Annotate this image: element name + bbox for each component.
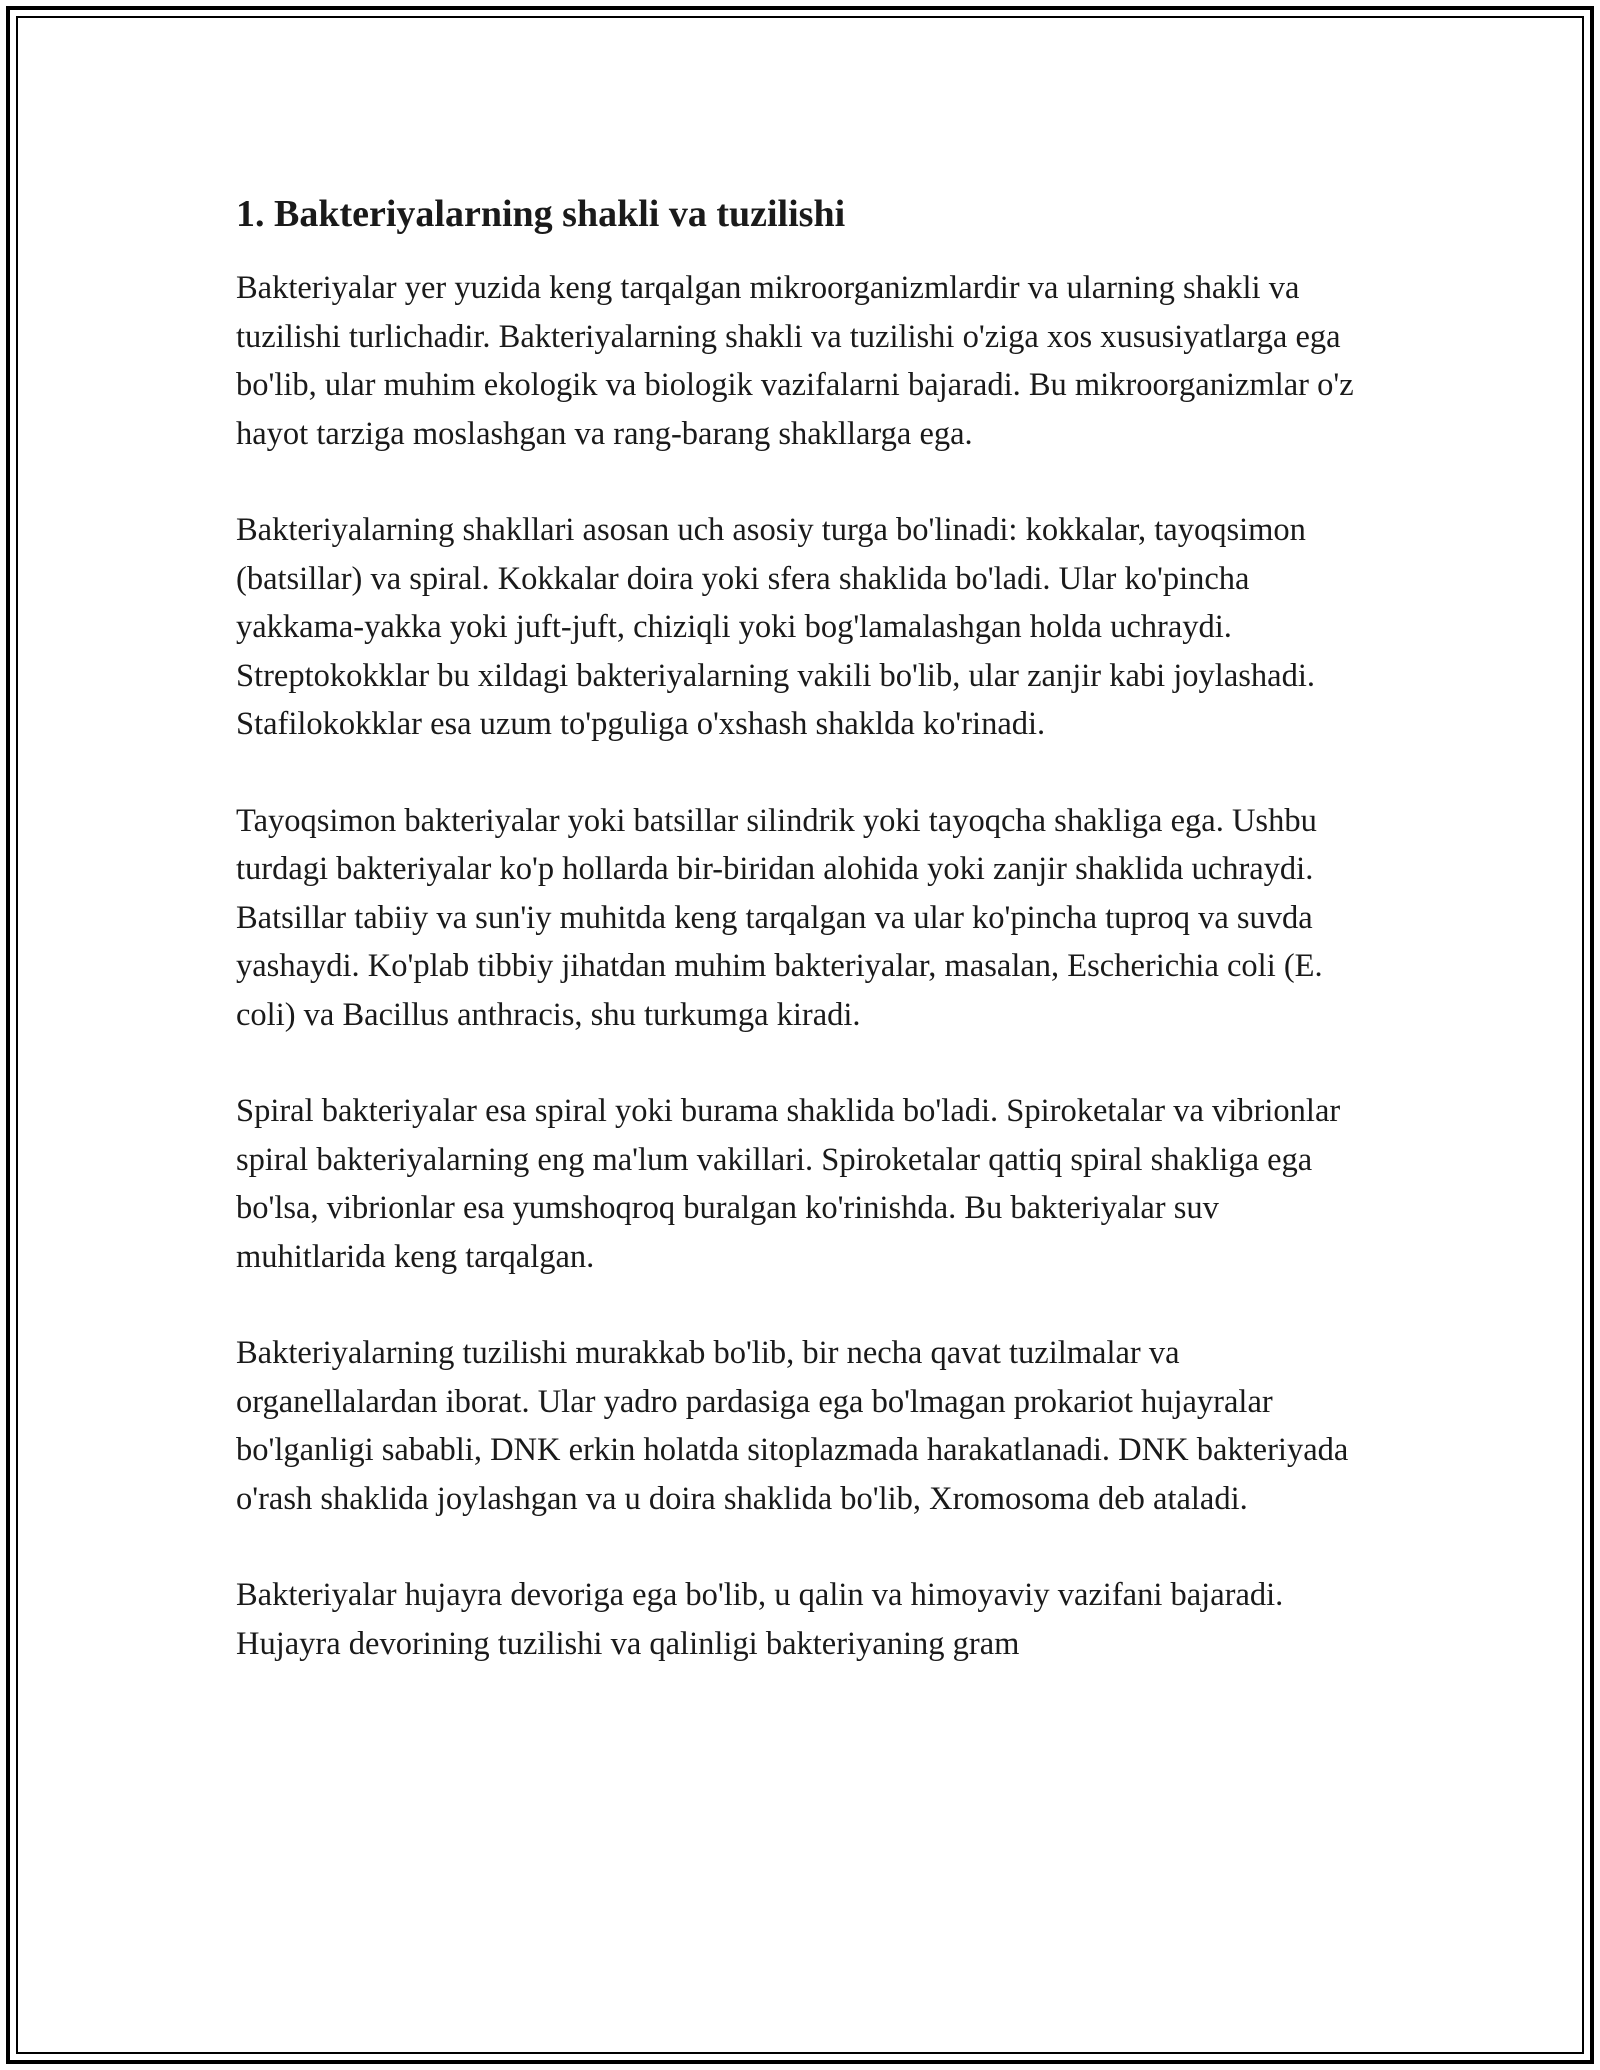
paragraph-intro: Bakteriyalar yer yuzida keng tarqalgan mikroorganizmlardir va ularning shakli va tuzilishi turlichadir. Bakteriyalarning shakli va tuzilishi o'ziga xos xususiyatlarga ega bo'lib, ular muhim ekologik va biologik vazifalarni bajaradi. Bu mikroorganizmlar o'z hayot tarziga moslashgan va rang-barang shakllarga ega. bbox=[236, 270, 1354, 452]
section-heading: 1. Bakteriyalarning shakli va tuzilishi bbox=[236, 193, 846, 235]
document-content bbox=[236, 188, 1376, 1716]
paragraph-shapes: Bakteriyalarning shakllari asosan uch asosiy turga bo'linadi: kokkalar, tayoqsimon (batsillar) va spiral. Kokkalar doira yoki sfera shaklida bo'ladi. Ular ko'pincha yakkama-yakka yoki juft-juft, chiziqli yoki bog'lamalashgan holda uchraydi. Streptokokklar bu xildagi bakteriyalarning vakili bo'lib, ular zanjir kabi joylashadi. Stafilokokklar esa uzum to'pguliga o'xshash shaklda ko'rinadi. bbox=[236, 512, 1315, 742]
paragraph-bacilli: Tayoqsimon bakteriyalar yoki batsillar silindrik yoki tayoqcha shakliga ega. Ushbu turdagi bakteriyalar ko'p hollarda bir-biridan alohida yoki zanjir shaklida uchraydi. Batsillar tabiiy va sun'iy muhitda keng tarqalgan va ular ko'pincha tuproq va suvda yashaydi. Ko'plab tibbiy jihatdan muhim bakteriyalar, masalan, Escherichia coli (E. coli) va Bacillus anthracis, shu turkumga kiradi. bbox=[236, 802, 1323, 1033]
paragraph-structure: Bakteriyalarning tuzilishi murakkab bo'lib, bir necha qavat tuzilmalar va organellalardan iborat. Ular yadro pardasiga ega bo'lmagan prokariot hujayralar bo'lganligi sababli, DNK erkin holatda sitoplazmada harakatlanadi. DNK bakteriyada o'rash shaklida joylashgan va u doira shaklida bo'lib, Xromosoma deb ataladi. bbox=[236, 1335, 1349, 1517]
paragraph-spiral: Spiral bakteriyalar esa spiral yoki burama shaklida bo'ladi. Spiroketalar va vibrionlar spiral bakteriyalarning eng ma'lum vakillari. Spiroketalar qattiq spiral shakliga ega bo'lsa, vibrionlar esa yumshoqroq buralgan ko'rinishda. Bu bakteriyalar suv muhitlarida keng tarqalgan. bbox=[236, 1093, 1341, 1275]
paragraph-cell-wall: Bakteriyalar hujayra devoriga ega bo'lib, u qalin va himoyaviy vazifani bajaradi. Hujayra devorining tuzilishi va qalinligi bakteriyaning gram bbox=[236, 1577, 1284, 1662]
